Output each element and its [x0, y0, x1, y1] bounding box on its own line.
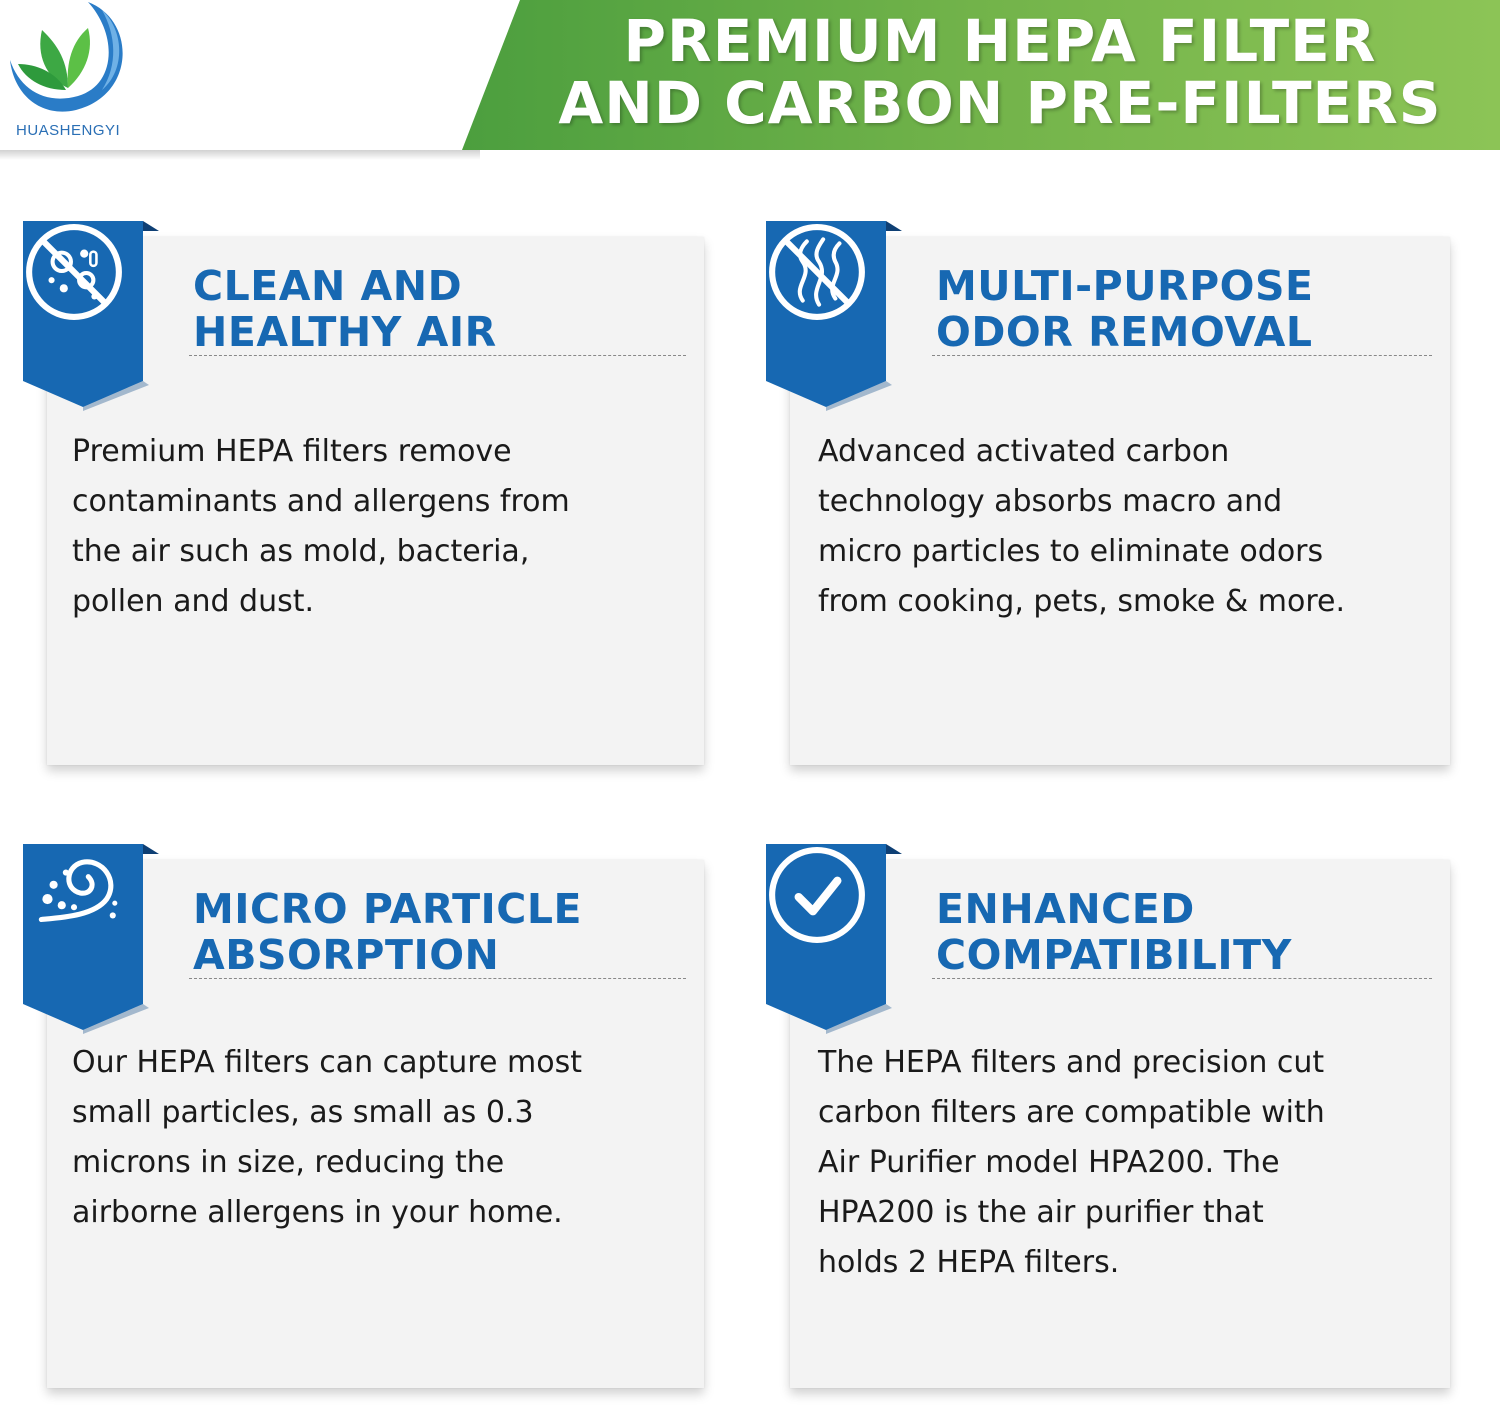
page-header — [0, 0, 1500, 160]
feature-card-clean-air — [47, 237, 704, 765]
feature-title — [936, 886, 1292, 978]
ribbon-badge — [23, 221, 145, 407]
ribbon-badge — [23, 844, 145, 1030]
feature-title-line-2: ABSORPTION — [193, 931, 500, 979]
feature-description: Our HEPA filters can capture most small particles, as small as 0.3 microns in size, reducing the airborne allergens in your home. — [72, 1045, 582, 1230]
particles-icon — [23, 844, 125, 946]
feature-title-line-2: COMPATIBILITY — [936, 931, 1292, 979]
feature-title-line-1: MICRO PARTICLE — [193, 885, 583, 933]
dashed-divider — [932, 355, 1432, 356]
feature-card-micro-particle — [47, 860, 704, 1388]
feature-card-odor-removal — [790, 237, 1450, 765]
brand-name: HUASHENGYI — [16, 122, 121, 139]
checkmark-icon — [766, 844, 868, 946]
ribbon-badge — [766, 221, 888, 407]
feature-title-line-2: ODOR REMOVAL — [936, 308, 1313, 356]
dashed-divider — [932, 978, 1432, 979]
feature-title-line-1: MULTI-PURPOSE — [936, 262, 1314, 310]
page-title — [500, 7, 1500, 137]
feature-title — [193, 263, 497, 355]
header-shadow — [0, 150, 480, 160]
feature-title — [193, 886, 582, 978]
feature-card-compatibility — [790, 860, 1450, 1388]
page-title-line-1: PREMIUM HEPA FILTER — [623, 7, 1377, 75]
feature-title-line-1: ENHANCED — [936, 885, 1195, 933]
dashed-divider — [189, 978, 686, 979]
page-title-line-2: AND CARBON PRE-FILTERS — [558, 69, 1442, 137]
feature-title-line-2: HEALTHY AIR — [193, 308, 497, 356]
feature-title — [936, 263, 1314, 355]
ribbon-badge — [766, 844, 888, 1030]
feature-description: Premium HEPA filters remove contaminants and allergens from the air such as mold, bacteria, pollen and dust. — [72, 434, 570, 619]
leaf-logo-icon — [6, 0, 146, 125]
dashed-divider — [189, 355, 686, 356]
feature-description: Advanced activated carbon technology absorbs macro and micro particles to eliminate odors from cooking, pets, smoke & more. — [818, 434, 1346, 619]
feature-title-line-1: CLEAN AND — [193, 262, 463, 310]
brand-logo — [6, 0, 146, 145]
no-germs-icon — [23, 221, 125, 323]
feature-description: The HEPA filters and precision cut carbon filters are compatible with Air Purifier model HPA200. The HPA200 is the air purifier that holds 2 HEPA filters. — [818, 1045, 1325, 1280]
no-odor-icon — [766, 221, 868, 323]
